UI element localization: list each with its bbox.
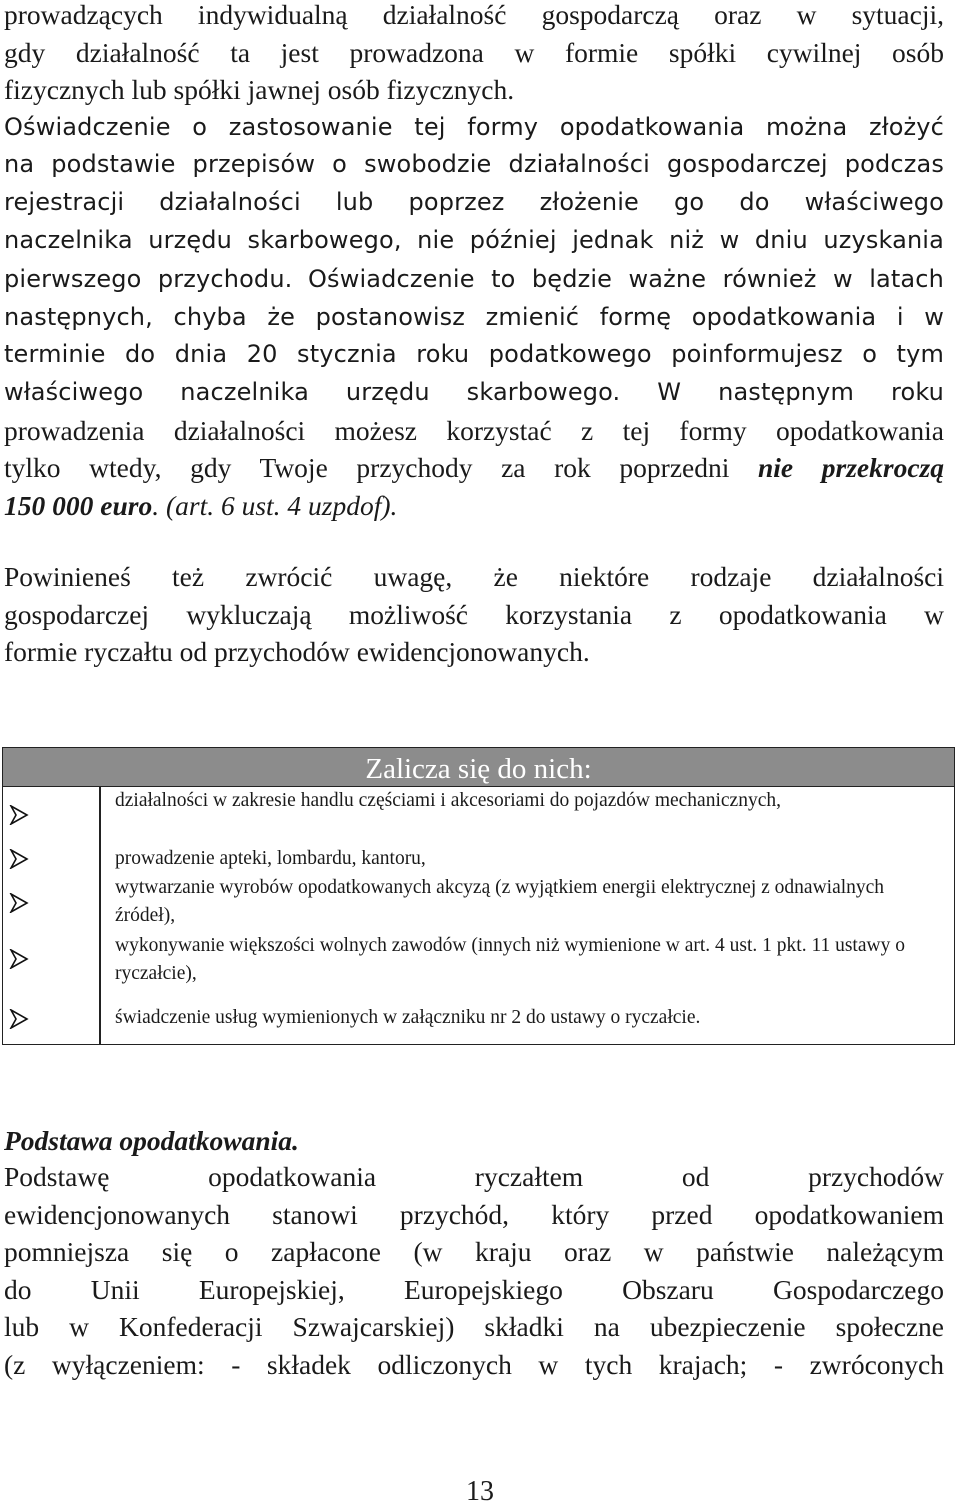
list-item (3, 932, 954, 992)
text-line: Oświadczenie o zastosowanie tej formy opodatkowania można złożyć (4, 112, 944, 141)
text-line-mixed (4, 259, 944, 299)
text-line: pomniejsza się o zapłacone (w kraju oraz w państwie należącym (4, 1236, 944, 1268)
paragraph-tax-base (4, 1158, 944, 1384)
text-line: właściwego naczelnika urzędu skarbowego. W następnym roku (4, 377, 944, 406)
text-line: naczelnika urzędu skarbowego, nie później jednak niż w dniu uzyskania (4, 225, 944, 254)
text-line: gospodarczej wykluczają możliwość korzystania z opodatkowania w (4, 598, 944, 630)
text-span: Oświadczenie to będzie ważne również w latach (308, 265, 944, 294)
exclusions-table-header: Zalicza się do nich: (3, 748, 954, 787)
text-line: lub w Konfederacji Szwajcarskiej) składki na ubezpieczenie społeczne (4, 1311, 944, 1343)
arrowhead-bullet-icon (8, 893, 30, 913)
text-line: Powinieneś też zwrócić uwagę, że niektóre rodzaje działalności (4, 561, 944, 592)
text-line: prowadzących indywidualną działalność gospodarczą oraz w sytuacji, (4, 0, 944, 30)
page-number: 13 (466, 1476, 494, 1507)
text-line: na podstawie przepisów o swobodzie działalności gospodarczej podczas (4, 150, 944, 179)
text-line: terminie do dnia 20 stycznia roku podatkowego poinformujesz o tym (4, 340, 944, 369)
text-line: formie ryczałtu od przychodów ewidencjonowanych. (4, 636, 590, 668)
text-line: następnych, chyba że postanowisz zmienić formę opodatkowania i w (4, 302, 944, 331)
text-line: fizycznych lub spółki jawnej osób fizycznych. (4, 74, 515, 106)
paragraph-flat-rate-eligibility (4, 0, 944, 524)
citation-text: . (art. 6 ust. 4 uzpdof). (152, 489, 398, 521)
list-item-text: wykonywanie większości wolnych zawodów (innych niż wymienione w art. 4 ust. 1 pkt. 11 ustawy o ryczałcie), (115, 935, 905, 984)
text-line-mixed (4, 449, 944, 487)
text-line: do Unii Europejskiej, Europejskiego Obszaru Gospodarczego (4, 1273, 944, 1305)
arrowhead-bullet-icon (8, 949, 30, 969)
list-item (3, 874, 954, 932)
list-item (3, 846, 954, 874)
emphasis-text: 150 000 euro (4, 489, 153, 521)
list-item-text: świadczenie usług wymienionych w załączniku nr 2 do ustawy o ryczałcie. (115, 1007, 701, 1028)
text-line: ewidencjonowanych stanowi przychód, który przed opodatkowaniem (4, 1198, 944, 1230)
arrowhead-bullet-icon (8, 805, 30, 825)
text-line: prowadzenia działalności możesz korzystać z tej formy opodatkowania (4, 414, 944, 446)
section-heading: Podstawa opodatkowania. (4, 1125, 299, 1156)
paragraph-exclusions-intro (4, 558, 944, 671)
text-span: pierwszego przychodu. (4, 265, 293, 294)
list-item-text: prowadzenie apteki, lombardu, kantoru, (115, 848, 426, 869)
list-item-text: wytwarzanie wyrobów opodatkowanych akcyzą (z wyjątkiem energii elektrycznej z odnawialnych źródeł), (115, 877, 885, 926)
text-span: tylko wtedy, gdy Twoje przychody za rok poprzedni (4, 452, 758, 484)
text-line-mixed (4, 487, 944, 525)
text-line: gdy działalność ta jest prowadzona w formie spółki cywilnej osób (4, 36, 944, 68)
arrowhead-bullet-icon (8, 849, 30, 869)
text-line: rejestracji działalności lub poprzez złożenie go do właściwego (4, 187, 944, 216)
list-item (3, 998, 954, 1042)
arrowhead-bullet-icon (8, 1009, 30, 1029)
exclusions-table (2, 747, 955, 1045)
text-line: Podstawę opodatkowania ryczałtem od przychodów (4, 1161, 944, 1192)
list-item-text: działalności w zakresie handlu częściami i akcesoriami do pojazdów mechanicznych, (115, 790, 781, 811)
list-item (3, 788, 954, 844)
text-line: (z wyłączeniem: - składek odliczonych w tych krajach; - zwróconych (4, 1348, 944, 1380)
emphasis-text: nie przekroczą (758, 452, 944, 484)
